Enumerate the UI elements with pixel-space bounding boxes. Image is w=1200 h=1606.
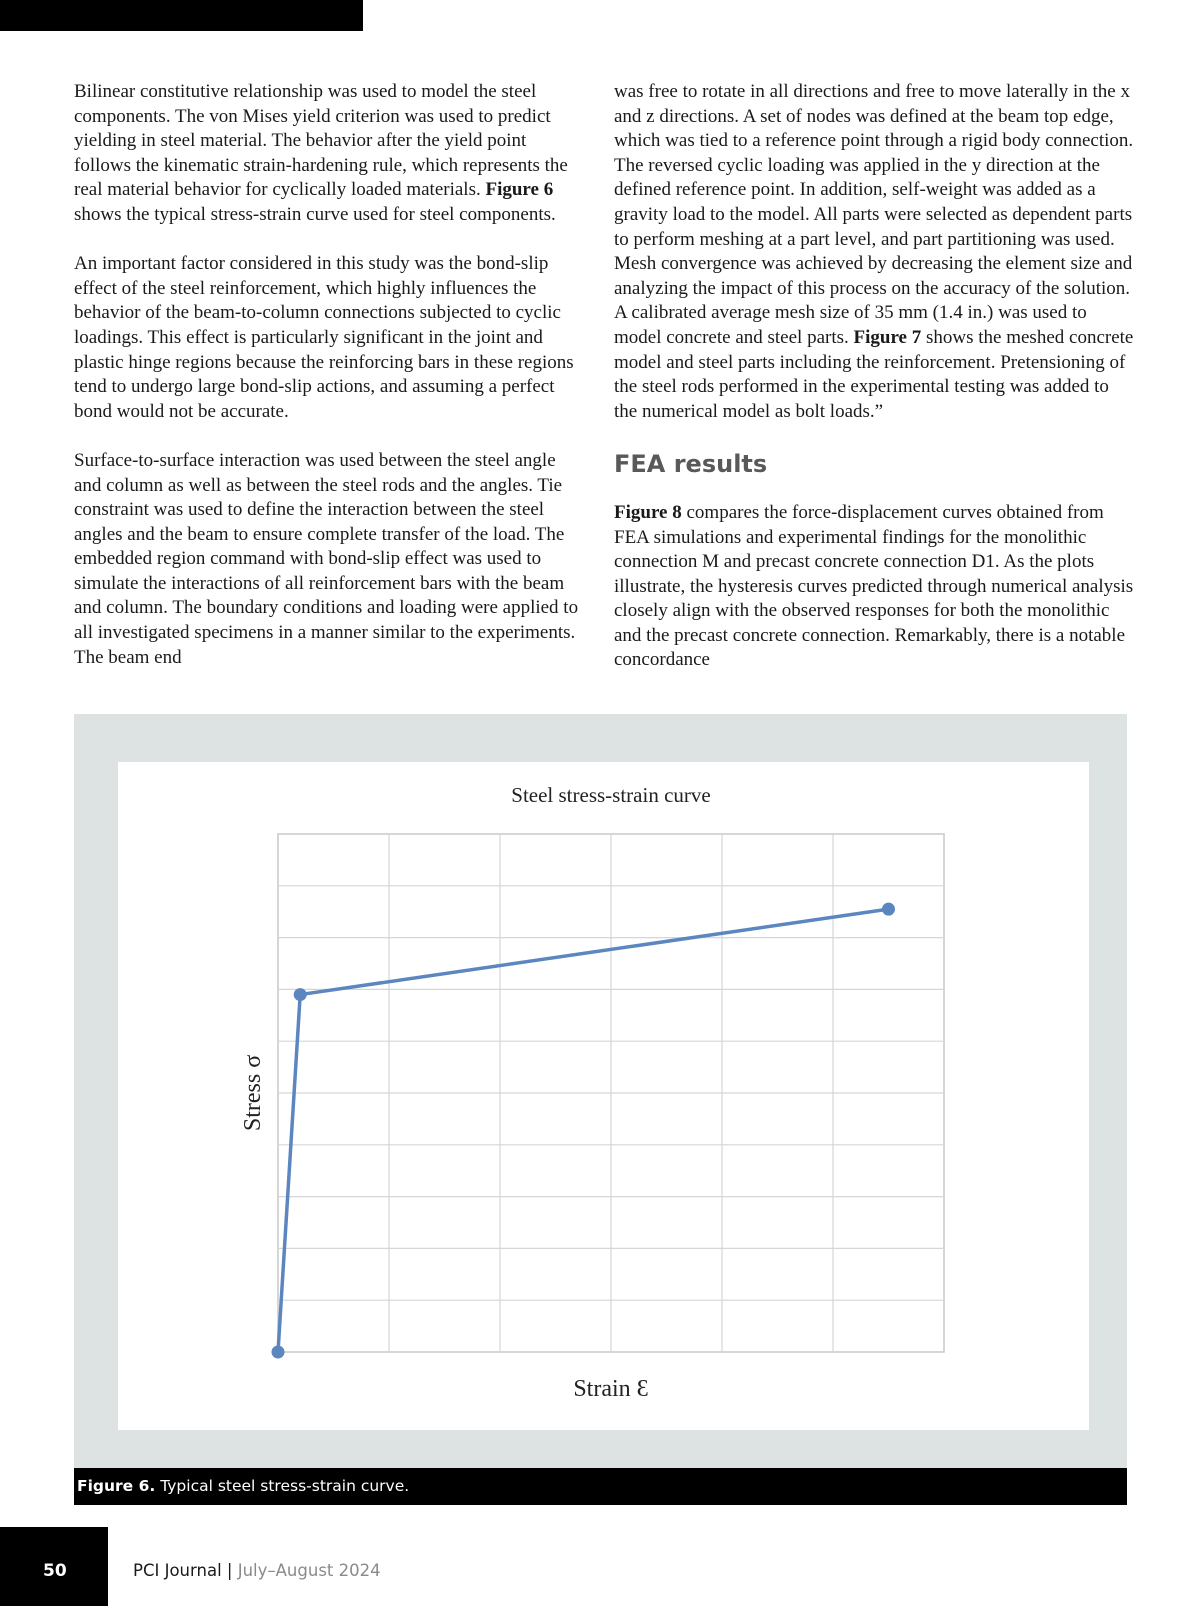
text-column-right bbox=[614, 80, 1134, 698]
paragraph: Surface-to-surface interaction was used between the steel angle and column as well as between the steel rods and the angles. Tie constraint was used to define the interaction between the steel angles and the beam to ensure complete transfer of the load. The embedded region command with bond-slip effect was used to simulate the interactions of all reinforcement bars with the beam and column. The boundary conditions and loading were applied to all investigated specimens in a manner similar to the experiments. The beam end bbox=[74, 449, 579, 668]
paragraph: An important factor considered in this study was the bond-slip effect of the steel reinforcement, which highly influences the behavior of the beam-to-column connections subjected to cyclic loadings. This effect is particularly significant in the joint and plastic hinge regions because the reinforcing bars in these regions tend to undergo large bond-slip actions, and assuming a perfect bond would not be accurate. bbox=[74, 253, 574, 422]
x-axis-label: Strain Ɛ bbox=[573, 1376, 649, 1402]
footer: PCI Journal | July–August 2024 bbox=[133, 1561, 381, 1580]
figure-panel bbox=[74, 714, 1127, 1468]
figure-reference[interactable]: Figure 8 bbox=[614, 501, 682, 523]
figure-caption: Figure 6. Typical steel stress-strain curve. bbox=[74, 1468, 1127, 1505]
stress-strain-chart bbox=[118, 762, 1089, 1430]
paragraph: was free to rotate in all directions and free to move laterally in the x and z directions. A set of nodes was defined at the beam top edge, which was tied to a reference point through a rigid body connection. The reversed cyclic loading was applied in the y direction at the defined reference point. In addition, self-weight was added as a gravity load to the model. All parts were selected as dependent parts to perform meshing at a part level, and part partitioning was used. Mesh convergence was achieved by decreasing the element size and analyzing the impact of this process on the accuracy of the solution. A calibrated average mesh size of 35 mm (1.4 in.) was used to model concrete and steel parts. Figure 7 shows the meshed concrete model and steel parts including the reinforcement. Pretensioning of the steel rods performed in the experimental testing was added to the numerical model as bolt loads.” bbox=[614, 81, 1134, 422]
chart-card bbox=[118, 762, 1089, 1430]
paragraph: Bilinear constitutive relationship was used to model the steel components. The von Mises yield criterion was used to predict yielding in steel material. The behavior after the yield point follows the kinematic strain-hardening rule, which represents the real material behavior for cyclically loaded materials. Figure 6 shows the typical stress-strain curve used for steel components. bbox=[74, 81, 568, 225]
chart-title: Steel stress-strain curve bbox=[511, 783, 711, 807]
header-bar bbox=[0, 0, 363, 31]
y-axis-label: Stress σ bbox=[240, 1054, 266, 1132]
data-point bbox=[294, 988, 307, 1001]
data-point bbox=[882, 903, 895, 916]
figure-reference[interactable]: Figure 6 bbox=[485, 179, 554, 201]
section-heading: FEA results bbox=[614, 449, 768, 478]
journal-name: PCI Journal bbox=[133, 1561, 222, 1580]
paragraph: Figure 8 compares the force-displacement curves obtained from FEA simulations and experimental findings for the monolithic connection M and precast concrete connection D1. As the plots illustrate, the hysteresis curves predicted through numerical analysis closely align with the observed responses for both the monolithic and the precast concrete connection. Remarkably, there is a notable concordance bbox=[614, 501, 1134, 671]
page-number: 50 bbox=[0, 1527, 108, 1606]
text-column-left bbox=[74, 80, 584, 695]
issue-date: July–August 2024 bbox=[237, 1561, 381, 1580]
figure-reference[interactable]: Figure 7 bbox=[853, 326, 922, 348]
data-point bbox=[272, 1346, 285, 1359]
